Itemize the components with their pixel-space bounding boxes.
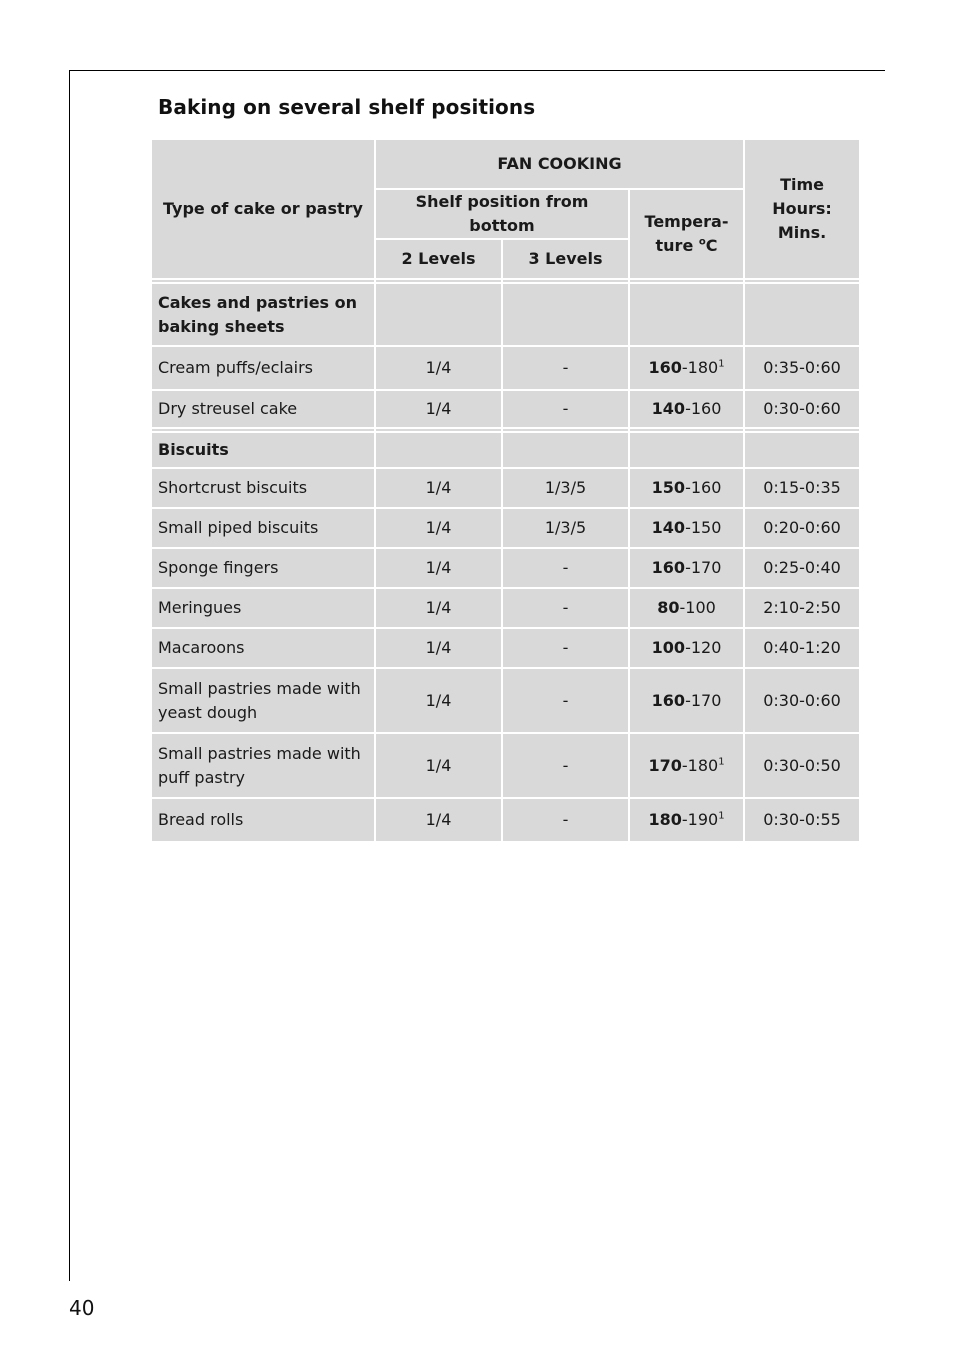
row-2-levels: 1/4	[376, 629, 501, 667]
page-title: Baking on several shelf positions	[158, 95, 536, 119]
table-row	[152, 509, 859, 547]
row-time: 0:40-1:20	[745, 629, 859, 667]
row-temperature: 140-160	[630, 391, 743, 427]
row-3-levels: -	[503, 589, 628, 627]
baking-table	[150, 138, 861, 843]
row-time: 0:30-0:60	[745, 669, 859, 732]
row-2-levels: 1/4	[376, 799, 501, 841]
row-time: 0:35-0:60	[745, 347, 859, 389]
row-time: 0:20-0:60	[745, 509, 859, 547]
row-2-levels: 1/4	[376, 391, 501, 427]
row-temperature: 160-170	[630, 669, 743, 732]
row-temperature: $160-180^1$	[630, 347, 743, 389]
left-rule	[69, 70, 70, 1281]
row-name: Shortcrust biscuits	[152, 469, 374, 507]
row-temperature: 160-170	[630, 549, 743, 587]
header-time: Time Hours: Mins.	[745, 140, 859, 278]
top-rule	[69, 70, 885, 71]
section-title: Cakes and pastries on baking sheets	[152, 284, 374, 345]
row-name: Dry streusel cake	[152, 391, 374, 427]
table-row	[152, 629, 859, 667]
row-name: Meringues	[152, 589, 374, 627]
row-2-levels: 1/4	[376, 347, 501, 389]
row-2-levels: 1/4	[376, 469, 501, 507]
row-name: Cream puffs/eclairs	[152, 347, 374, 389]
row-temperature: $180-190^1$	[630, 799, 743, 841]
row-time: 0:15-0:35	[745, 469, 859, 507]
row-3-levels: -	[503, 391, 628, 427]
row-name: Macaroons	[152, 629, 374, 667]
row-2-levels: 1/4	[376, 549, 501, 587]
row-3-levels: 1/3/5	[503, 509, 628, 547]
row-name: Bread rolls	[152, 799, 374, 841]
row-temperature: $170-180^1$	[630, 734, 743, 797]
row-name: Small pastries made with puff pastry	[152, 734, 374, 797]
table-row	[152, 391, 859, 427]
row-2-levels: 1/4	[376, 669, 501, 732]
row-time: 0:30-0:50	[745, 734, 859, 797]
row-2-levels: 1/4	[376, 734, 501, 797]
page-number: 40	[69, 1296, 95, 1320]
row-temperature: 150-160	[630, 469, 743, 507]
row-3-levels: -	[503, 629, 628, 667]
row-3-levels: -	[503, 799, 628, 841]
row-3-levels: -	[503, 669, 628, 732]
table-row	[152, 469, 859, 507]
header-2-levels: 2 Levels	[376, 240, 501, 278]
row-time: 0:25-0:40	[745, 549, 859, 587]
table-row	[152, 669, 859, 732]
row-name: Small piped biscuits	[152, 509, 374, 547]
header-3-levels: 3 Levels	[503, 240, 628, 278]
row-temperature: 80-100	[630, 589, 743, 627]
row-2-levels: 1/4	[376, 509, 501, 547]
row-3-levels: -	[503, 734, 628, 797]
section-title: Biscuits	[152, 433, 374, 467]
row-name: Sponge fingers	[152, 549, 374, 587]
row-name: Small pastries made with yeast dough	[152, 669, 374, 732]
row-3-levels: -	[503, 549, 628, 587]
table-row	[152, 589, 859, 627]
header-fan-cooking: FAN COOKING	[376, 140, 743, 188]
row-temperature: 140-150	[630, 509, 743, 547]
row-temperature: 100-120	[630, 629, 743, 667]
header-temperature: Tempera- ture $^o$C	[630, 190, 743, 278]
section-row	[152, 284, 859, 345]
header-type: Type of cake or pastry	[152, 140, 374, 278]
row-time: 2:10-2:50	[745, 589, 859, 627]
row-3-levels: -	[503, 347, 628, 389]
table-row	[152, 799, 859, 841]
row-3-levels: 1/3/5	[503, 469, 628, 507]
table-row	[152, 347, 859, 389]
table-row	[152, 549, 859, 587]
table-row	[152, 734, 859, 797]
header-shelf-position: Shelf position from bottom	[376, 190, 628, 238]
row-time: 0:30-0:60	[745, 391, 859, 427]
row-time: 0:30-0:55	[745, 799, 859, 841]
section-row	[152, 433, 859, 467]
row-2-levels: 1/4	[376, 589, 501, 627]
